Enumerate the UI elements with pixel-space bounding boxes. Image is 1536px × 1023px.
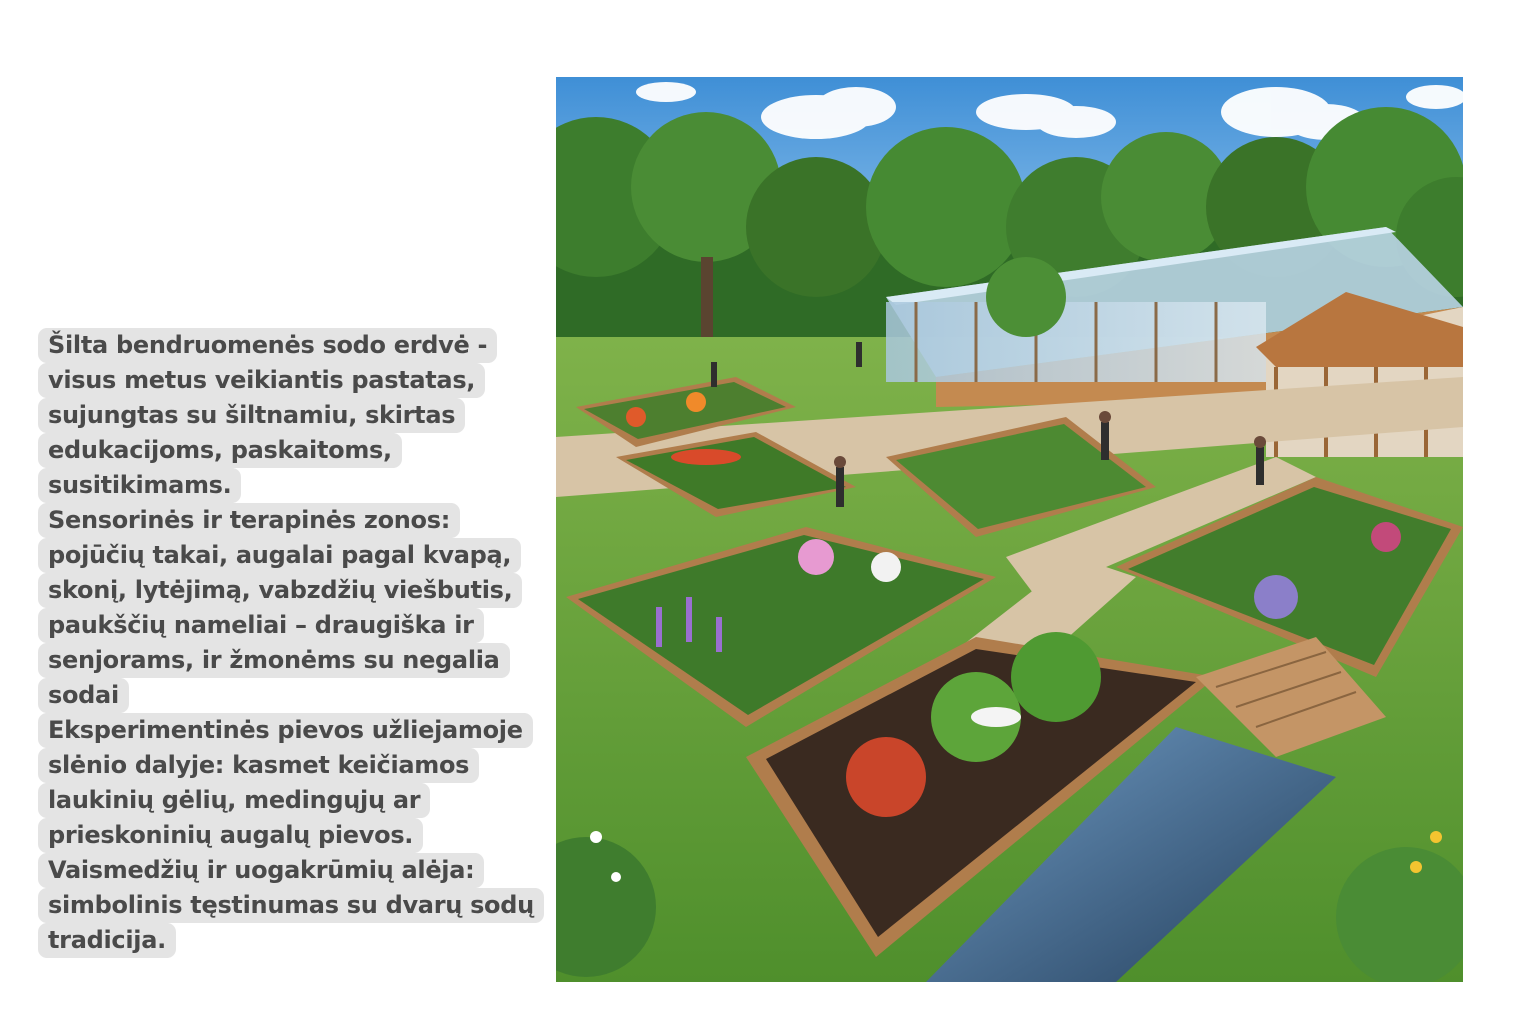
text-line: sujungtas su šiltnamiu, skirtas [38,398,465,433]
text-line: visus metus veikiantis pastatas, [38,363,485,398]
text-line: paukščių nameliai – draugiška ir [38,608,484,643]
text-line: susitikimams. [38,468,241,503]
text-line: tradicija. [38,923,176,958]
text-line: pojūčių takai, augalai pagal kvapą, [38,538,521,573]
text-line: sodai [38,678,129,713]
community-garden-illustration [556,77,1463,982]
text-line: Šilta bendruomenės sodo erdvė - [38,328,497,363]
description-text [38,328,538,958]
text-line: Eksperimentinės pievos užliejamoje [38,713,533,748]
text-line: prieskoninių augalų pievos. [38,818,423,853]
text-line: senjorams, ir žmonėms su negalia [38,643,510,678]
text-line: skonį, lytėjimą, vabzdžių viešbutis, [38,573,522,608]
text-line: laukinių gėlių, medingųjų ar [38,783,430,818]
text-line: Vaismedžių ir uogakrūmių alėja: [38,853,484,888]
text-line: Sensorinės ir terapinės zonos: [38,503,460,538]
text-line: edukacijoms, paskaitoms, [38,433,402,468]
text-line: slėnio dalyje: kasmet keičiamos [38,748,479,783]
text-line: simbolinis tęstinumas su dvarų sodų [38,888,544,923]
